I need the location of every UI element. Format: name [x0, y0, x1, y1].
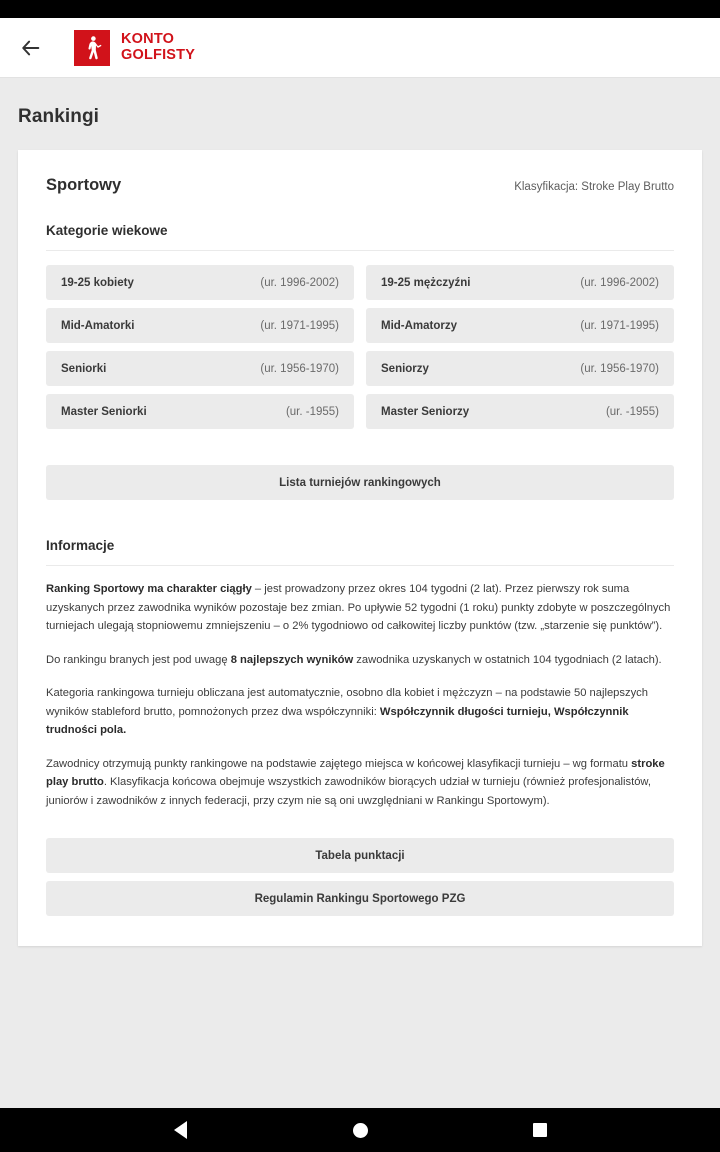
age-category-item[interactable]: [366, 265, 674, 300]
status-bar: [0, 0, 720, 18]
info-text: Do rankingu branych jest pod uwagę: [46, 653, 231, 666]
age-category-years: (ur. 1971-1995): [260, 319, 339, 332]
age-category-name: 19-25 kobiety: [61, 276, 134, 289]
back-button[interactable]: [14, 31, 48, 65]
page-title: Rankingi: [18, 106, 100, 127]
info-text: . Klasyfikacja końcowa obejmuje wszystkich zawodników biorących udział w turnieju (również profesjonalistów, juniorów i zawodników z innych federacji, przy czym nie są oni uwzględniani w Rankingu Sportowym).: [46, 776, 651, 807]
tournament-list-button-wrap: [46, 465, 674, 500]
android-nav-bar: [0, 1108, 720, 1152]
age-category-name: Master Seniorki: [61, 405, 147, 418]
info-heading: Informacje: [46, 538, 674, 566]
triangle-back-icon: [174, 1121, 187, 1139]
classification-label: Klasyfikacja: Stroke Play Brutto: [514, 181, 674, 193]
info-text: Zawodnicy otrzymują punkty rankingowe na podstawie zajętego miejsca w końcowej klasyfikacji turnieju – wg formatu: [46, 757, 632, 770]
age-category-item[interactable]: [46, 351, 354, 386]
brand-text: [121, 32, 195, 63]
info-text-bold: Ranking Sportowy ma charakter ciągły: [46, 583, 252, 595]
card-header: [46, 176, 674, 195]
card-title: Sportowy: [46, 176, 122, 194]
brand-line-2: GOLFISTY: [121, 46, 196, 63]
age-category-name: Master Seniorzy: [381, 405, 470, 418]
square-recents-icon: [533, 1123, 547, 1137]
info-paragraph: [46, 580, 674, 636]
circle-home-icon: [353, 1123, 368, 1138]
points-table-button[interactable]: Tabela punktacji: [46, 838, 674, 873]
age-category-item[interactable]: [366, 308, 674, 343]
categories-heading: Kategorie wiekowe: [46, 223, 674, 251]
tournament-list-button[interactable]: Lista turniejów rankingowych: [46, 465, 674, 500]
golfer-logo-icon: [74, 30, 110, 66]
age-category-name: 19-25 mężczyźni: [381, 276, 471, 289]
age-categories-grid: [46, 265, 674, 429]
info-section: [46, 538, 674, 810]
age-category-name: Mid-Amatorki: [61, 319, 135, 332]
age-category-years: (ur. 1956-1970): [580, 362, 659, 375]
brand-line-1: KONTO: [121, 31, 175, 47]
nav-back-button[interactable]: [158, 1108, 202, 1152]
age-category-years: (ur. 1996-2002): [260, 276, 339, 289]
age-category-item[interactable]: [46, 394, 354, 429]
info-paragraphs: [46, 580, 674, 810]
info-text-bold: stroke play brutto: [46, 757, 665, 788]
info-text-bold: Współczynnik długości turnieju, Współczynnik trudności pola.: [46, 705, 629, 736]
scroll-content[interactable]: [0, 78, 720, 1108]
age-category-years: (ur. -1955): [605, 405, 659, 418]
age-category-years: (ur. 1956-1970): [260, 362, 339, 375]
info-paragraph: [46, 651, 674, 670]
info-text: Kategoria rankingowa turnieju obliczana jest automatycznie, osobno dla kobiet i mężczyzn – na podstawie 50 najlepszych wyników stableford brutto, pomnożonych przez dwa współczynniki:: [46, 687, 648, 718]
age-category-years: (ur. -1955): [285, 405, 339, 418]
nav-home-button[interactable]: [338, 1108, 382, 1152]
age-category-years: (ur. 1996-2002): [580, 276, 659, 289]
age-category-years: (ur. 1971-1995): [580, 319, 659, 332]
age-category-name: Mid-Amatorzy: [381, 319, 458, 332]
info-text-bold: 8 najlepszych wyników: [230, 653, 354, 666]
arrow-left-icon: [20, 37, 42, 59]
info-paragraph: [46, 684, 674, 740]
age-category-item[interactable]: [46, 308, 354, 343]
brand-logo[interactable]: [74, 30, 195, 66]
age-category-name: Seniorzy: [381, 362, 429, 375]
age-category-name: Seniorki: [61, 362, 107, 375]
app-bar: [0, 18, 720, 78]
nav-recents-button[interactable]: [518, 1108, 562, 1152]
age-category-item[interactable]: [366, 351, 674, 386]
ranking-card: [18, 150, 702, 946]
info-paragraph: [46, 755, 674, 811]
card-action-buttons: [46, 838, 674, 916]
info-text: zawodnika uzyskanych w ostatnich 104 tygodniach (2 latach).: [353, 653, 662, 666]
info-text: – jest prowadzony przez okres 104 tygodni (2 lat). Przez pierwszy rok suma uzyskanych przez zawodnika wyników pozostaje bez zmian. Po upływie 52 tygodni (1 roku) punkty zdobyte w poszczególnych turniejach ulegają stopniowemu zmniejszeniu – o 2% tygodniowo od całkowitej liczby punktów (tzw. „starzenie się punktów”).: [46, 583, 671, 632]
regulations-button[interactable]: Regulamin Rankingu Sportowego PZG: [46, 881, 674, 916]
age-category-item[interactable]: [366, 394, 674, 429]
age-category-item[interactable]: [46, 265, 354, 300]
